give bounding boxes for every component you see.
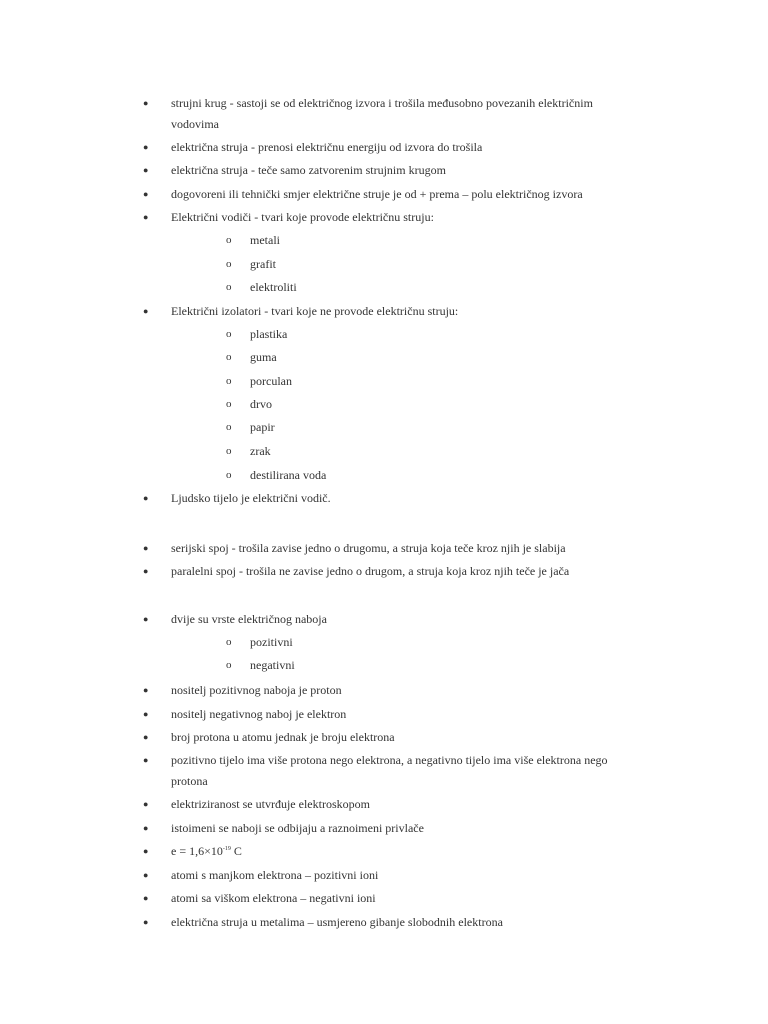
- list-item-text: atomi sa viškom elektrona – negativni ioni: [171, 891, 376, 905]
- list-item-text: Električni vodiči - tvari koje provode električnu struju:: [171, 210, 434, 224]
- bullet-marker: ●: [143, 212, 149, 222]
- bullet-marker: ●: [143, 709, 149, 719]
- formula-unit: C: [230, 844, 242, 858]
- sub-list-item-text: destilirana voda: [250, 468, 327, 482]
- bullet-marker: ●: [143, 755, 149, 765]
- sub-list-item-text: grafit: [250, 257, 276, 271]
- list-item-text: atomi s manjkom elektrona – pozitivni ioni: [171, 868, 379, 882]
- bullet-marker: ●: [143, 142, 149, 152]
- sub-bullet-marker: o: [226, 351, 232, 363]
- bullet-marker: ●: [143, 306, 149, 316]
- sub-bullet-marker: o: [226, 328, 232, 340]
- sub-bullet-marker: o: [226, 421, 232, 433]
- list-item-text: električna struja - teče samo zatvorenim strujnim krugom: [171, 163, 446, 177]
- bullet-marker: ●: [143, 98, 149, 108]
- list-item-text: serijski spoj - trošila zavise jedno o drugomu, a struja koja teče kroz njih je slabija: [171, 541, 566, 555]
- sub-bullet-marker: o: [226, 445, 232, 457]
- sub-bullet-marker: o: [226, 258, 232, 270]
- list-item-text: Električni izolatori - tvari koje ne provode električnu struju:: [171, 304, 459, 318]
- bullet-marker: ●: [143, 189, 149, 199]
- bullet-marker: ●: [143, 799, 149, 809]
- list-item-text: električna struja - prenosi električnu energiju od izvora do trošila: [171, 140, 483, 154]
- sub-list-item-text: pozitivni: [250, 635, 293, 649]
- bullet-marker: ●: [143, 732, 149, 742]
- sub-list-item-text: elektroliti: [250, 280, 297, 294]
- sub-list-item-text: negativni: [250, 658, 295, 672]
- bullet-marker: ●: [143, 493, 149, 503]
- list-item-text: broj protona u atomu jednak je broju elektrona: [171, 730, 395, 744]
- list-item-text: strujni krug - sastoji se od električnog izvora i trošila međusobno povezanih električnim: [171, 96, 593, 110]
- formula-base: e = 1,6×10: [171, 844, 223, 858]
- sub-list-item-text: metali: [250, 233, 280, 247]
- sub-list-item-text: drvo: [250, 397, 272, 411]
- list-item-text: vodovima: [171, 117, 219, 131]
- bullet-marker: ●: [143, 870, 149, 880]
- sub-list-item-text: papir: [250, 420, 275, 434]
- list-item-text: paralelni spoj - trošila ne zavise jedno o drugom, a struja koja kroz njih teče je jača: [171, 564, 570, 578]
- sub-bullet-marker: o: [226, 398, 232, 410]
- bullet-marker: ●: [143, 893, 149, 903]
- bullet-marker: ●: [143, 566, 149, 576]
- list-item-text: dogovoreni ili tehnički smjer električne struje je od + prema – polu električnog izvora: [171, 187, 583, 201]
- list-item-text: pozitivno tijelo ima više protona nego elektrona, a negativno tijelo ima više elektrona nego: [171, 753, 608, 767]
- list-item-text: Ljudsko tijelo je električni vodič.: [171, 491, 331, 505]
- bullet-marker: ●: [143, 917, 149, 927]
- list-item-text: protona: [171, 774, 208, 788]
- sub-bullet-marker: o: [226, 469, 232, 481]
- bullet-marker: ●: [143, 685, 149, 695]
- list-item-text: istoimeni se naboji se odbijaju a raznoimeni privlače: [171, 821, 424, 835]
- bullet-marker: ●: [143, 823, 149, 833]
- bullet-marker: ●: [143, 165, 149, 175]
- list-item-text: dvije su vrste električnog naboja: [171, 612, 327, 626]
- formula-exponent: -19: [222, 846, 231, 852]
- sub-list-item-text: zrak: [250, 444, 271, 458]
- bullet-marker: ●: [143, 614, 149, 624]
- bullet-marker: ●: [143, 543, 149, 553]
- sub-bullet-marker: o: [226, 375, 232, 387]
- sub-bullet-marker: o: [226, 281, 232, 293]
- sub-bullet-marker: o: [226, 636, 232, 648]
- sub-bullet-marker: o: [226, 234, 232, 246]
- formula-text: [171, 843, 242, 859]
- sub-list-item-text: plastika: [250, 327, 288, 341]
- sub-bullet-marker: o: [226, 659, 232, 671]
- sub-list-item-text: guma: [250, 350, 277, 364]
- list-item-text: nositelj negativnog naboj je elektron: [171, 707, 347, 721]
- bullet-marker: ●: [143, 846, 149, 856]
- list-item-text: električna struja u metalima – usmjereno gibanje slobodnih elektrona: [171, 915, 503, 929]
- sub-list-item-text: porculan: [250, 374, 292, 388]
- list-item-text: elektriziranost se utvrđuje elektroskopom: [171, 797, 370, 811]
- list-item-text: nositelj pozitivnog naboja je proton: [171, 683, 342, 697]
